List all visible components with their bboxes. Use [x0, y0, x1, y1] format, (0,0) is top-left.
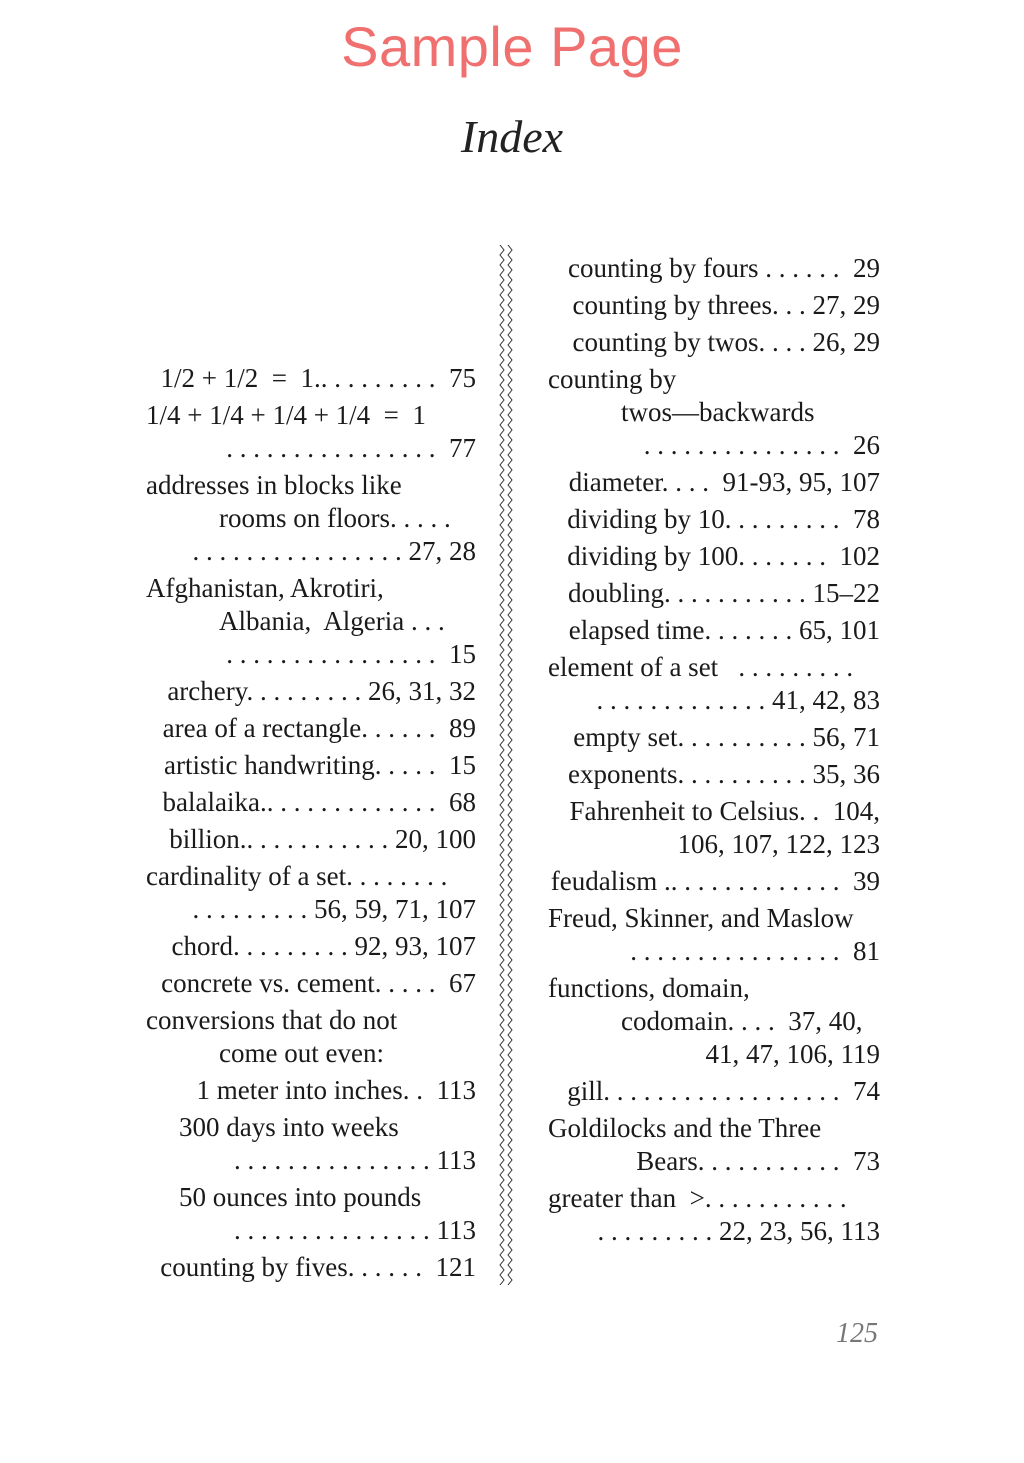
index-entry-line: 300 days into weeks	[179, 1112, 399, 1142]
index-entry-line: feudalism .. . . . . . . . . . . . . 39	[550, 866, 880, 896]
index-entry-line: Freud, Skinner, and Maslow	[548, 903, 854, 933]
index-entry-line: . . . . . . . . . . . . . . . . 81	[630, 936, 880, 966]
index-entry-line: functions, domain,	[548, 973, 750, 1003]
index-entry-line: archery. . . . . . . . . 26, 31, 32	[167, 676, 476, 706]
index-entry-line: dividing by 100. . . . . . . 102	[567, 541, 880, 571]
index-entry-line: . . . . . . . . . . . . . . . 113	[234, 1145, 476, 1175]
index-entry-line: gill. . . . . . . . . . . . . . . . . . 74	[567, 1076, 880, 1106]
index-entry-line: Bears. . . . . . . . . . . 73	[636, 1146, 880, 1176]
index-entry-line: doubling. . . . . . . . . . . 15–22	[567, 578, 880, 608]
index-entry-line: rooms on floors. . . . .	[219, 503, 451, 533]
right-index-entry	[548, 326, 880, 359]
index-entry-line: . . . . . . . . . . . . . . . 113	[234, 1215, 476, 1245]
index-entry-line: greater than >. . . . . . . . . . .	[548, 1183, 847, 1213]
index-entry-line: addresses in blocks like	[146, 470, 402, 500]
index-column-right	[548, 252, 880, 1252]
right-index-entry	[548, 651, 880, 717]
index-entry-line: codomain. . . . 37, 40,	[621, 1006, 863, 1036]
index-entry-line: 1 meter into inches. . 113	[196, 1075, 476, 1105]
right-index-entry	[548, 795, 880, 861]
left-index-entry	[146, 399, 476, 465]
page-number: 125	[836, 1318, 878, 1349]
index-entry-line: 1/4 + 1/4 + 1/4 + 1/4 = 1	[146, 400, 426, 430]
left-index-entry	[146, 1074, 476, 1107]
right-index-entry	[548, 865, 880, 898]
index-entry-line: elapsed time. . . . . . . 65, 101	[568, 615, 880, 645]
index-entry-line: 50 ounces into pounds	[179, 1182, 422, 1212]
left-index-entry	[146, 823, 476, 856]
index-title: Index	[460, 111, 564, 162]
index-entry-line: . . . . . . . . . . . . . . . . 77	[226, 433, 476, 463]
index-entry-line: exponents. . . . . . . . . . 35, 36	[568, 759, 880, 789]
index-entry-line: Goldilocks and the Three	[548, 1113, 822, 1143]
left-index-entry	[146, 469, 476, 568]
left-index-entry	[146, 967, 476, 1000]
left-index-entry	[146, 786, 476, 819]
index-entry-line: balalaika.. . . . . . . . . . . . . 68	[162, 787, 476, 817]
index-entry-line: Afghanistan, Akrotiri,	[146, 573, 384, 603]
right-index-entry	[548, 614, 880, 647]
index-entry-line: . . . . . . . . . . . . . . . . 15	[226, 639, 476, 669]
index-entry-line: 41, 47, 106, 119	[705, 1039, 880, 1069]
index-entry-line: concrete vs. cement. . . . . 67	[161, 968, 476, 998]
zigzag-column-divider	[496, 245, 516, 1285]
right-index-entry	[548, 1182, 880, 1248]
index-entry-line: artistic handwriting. . . . . 15	[164, 750, 476, 780]
index-entry-line: diameter. . . . 91-93, 95, 107	[568, 467, 880, 497]
left-index-entry	[146, 1181, 476, 1247]
index-entry-line: chord. . . . . . . . . 92, 93, 107	[171, 931, 476, 961]
index-entry-line: counting by	[548, 364, 677, 394]
index-entry-line: conversions that do not	[146, 1005, 398, 1035]
left-index-entry	[146, 1111, 476, 1177]
index-column-left	[146, 362, 476, 1288]
right-index-entry	[548, 363, 880, 462]
index-entry-line: . . . . . . . . . . . . . 41, 42, 83	[596, 685, 880, 715]
right-index-entry	[548, 1075, 880, 1108]
right-index-entry	[548, 540, 880, 573]
right-index-entry	[548, 252, 880, 285]
right-index-entry	[548, 1112, 880, 1178]
index-entry-line: . . . . . . . . . . . . . . . 26	[643, 430, 880, 460]
index-entry-line: Albania, Algeria . . .	[219, 606, 445, 636]
right-index-entry	[548, 466, 880, 499]
left-index-entry	[146, 572, 476, 671]
left-index-entry	[146, 1251, 476, 1284]
index-entry-line: Fahrenheit to Celsius. . 104,	[569, 796, 880, 826]
index-entry-line: counting by threes. . . 27, 29	[572, 290, 880, 320]
left-index-entry	[146, 930, 476, 963]
right-index-entry	[548, 289, 880, 322]
left-index-entry	[146, 860, 476, 926]
index-entry-line: 1/2 + 1/2 = 1.. . . . . . . . . 75	[160, 363, 476, 393]
right-index-entry	[548, 577, 880, 610]
index-entry-line: come out even:	[219, 1038, 384, 1068]
left-index-entry	[146, 749, 476, 782]
index-entry-line: twos—backwards	[621, 397, 815, 427]
left-index-entry	[146, 675, 476, 708]
index-entry-line: . . . . . . . . . 56, 59, 71, 107	[192, 894, 476, 924]
index-entry-line: area of a rectangle. . . . . . 89	[162, 713, 476, 743]
index-entry-line: dividing by 10. . . . . . . . . 78	[567, 504, 880, 534]
left-index-entry	[146, 1004, 476, 1070]
left-index-entry	[146, 712, 476, 745]
sample-page-watermark: Sample Page	[341, 15, 683, 78]
index-entry-line: billion.. . . . . . . . . . . 20, 100	[169, 824, 476, 854]
index-entry-line: counting by twos. . . . 26, 29	[572, 327, 880, 357]
right-index-entry	[548, 503, 880, 536]
index-entry-line: cardinality of a set. . . . . . . .	[146, 861, 448, 891]
index-entry-line: counting by fours . . . . . . 29	[568, 253, 880, 283]
index-entry-line: 106, 107, 122, 123	[677, 829, 880, 859]
index-entry-line: counting by fives. . . . . . 121	[160, 1252, 476, 1282]
index-entry-line: . . . . . . . . . . . . . . . . 27, 28	[192, 536, 476, 566]
index-entry-line: . . . . . . . . . 22, 23, 56, 113	[597, 1216, 880, 1246]
left-index-entry	[146, 362, 476, 395]
right-index-entry	[548, 972, 880, 1071]
right-index-entry	[548, 758, 880, 791]
right-index-entry	[548, 721, 880, 754]
index-entry-line: element of a set . . . . . . . . .	[548, 652, 854, 682]
index-entry-line: empty set. . . . . . . . . . 56, 71	[573, 722, 880, 752]
right-index-entry	[548, 902, 880, 968]
